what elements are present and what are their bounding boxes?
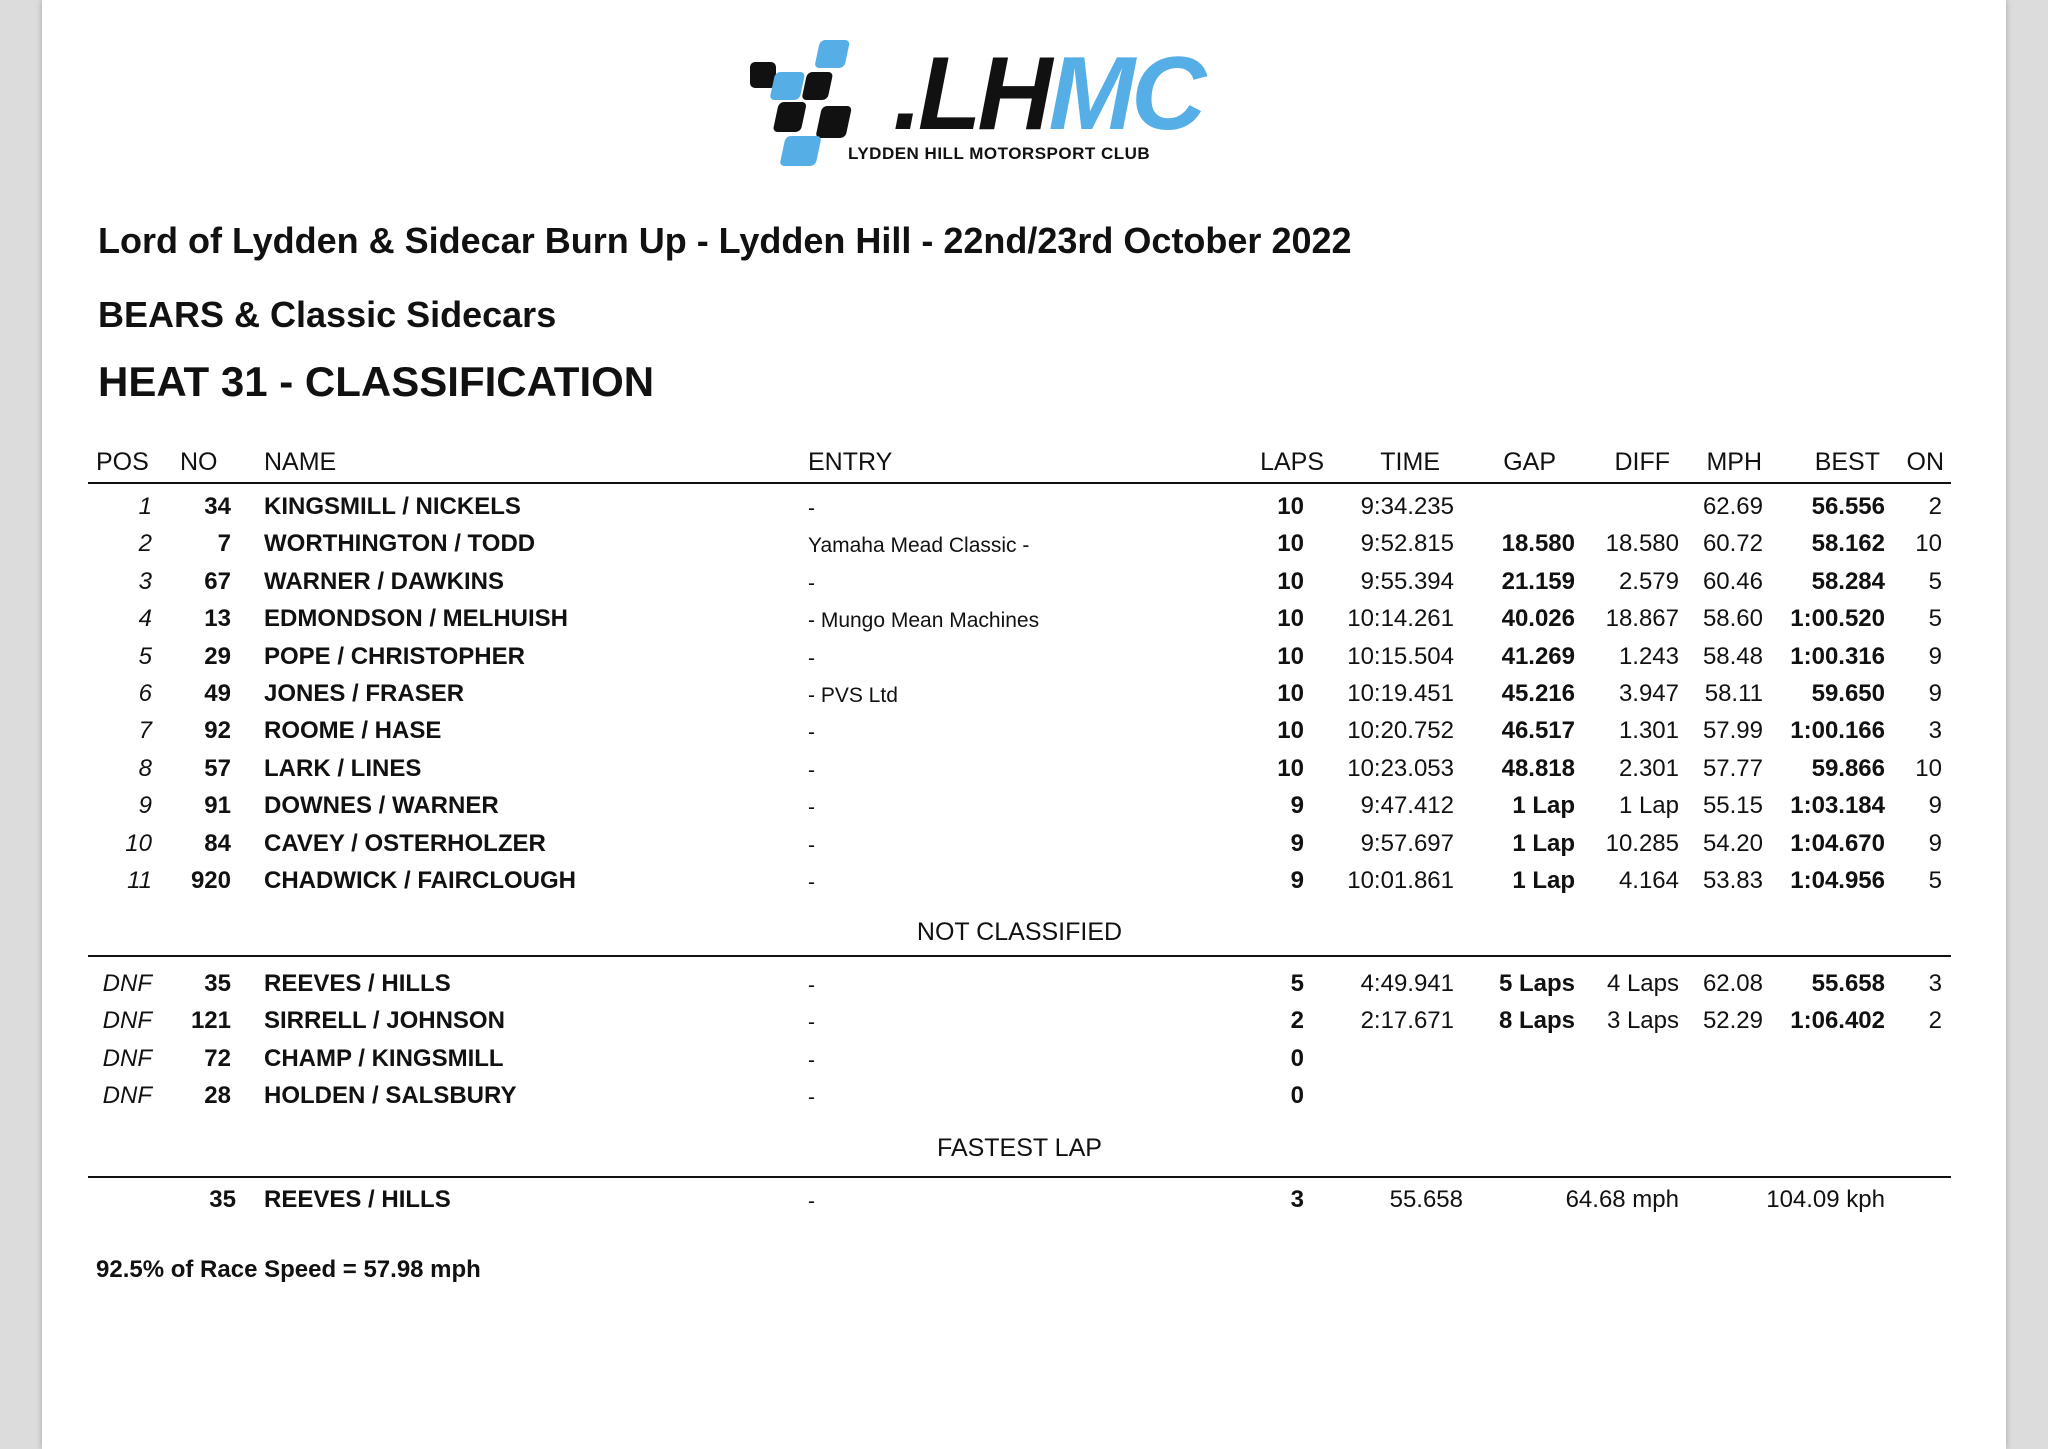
- table-cell-mph: 62.08: [1702, 970, 1763, 997]
- table-cell-diff: 1.243: [1618, 643, 1679, 670]
- table-cell-best: 1:04.956: [1790, 867, 1885, 894]
- table-cell-pos: 8: [138, 755, 152, 782]
- table-cell-pos: 4: [138, 605, 152, 632]
- table-cell-diff: 18.580: [1605, 530, 1679, 557]
- table-cell-laps: 10: [1277, 530, 1304, 557]
- table-cell-no: 72: [204, 1045, 231, 1072]
- column-header-gap: GAP: [1503, 448, 1556, 476]
- table-cell-laps: 10: [1277, 493, 1304, 520]
- table-cell-time: 9:52.815: [1360, 530, 1454, 557]
- table-cell-best: 59.866: [1811, 755, 1885, 782]
- table-cell-no: 13: [204, 605, 231, 632]
- table-cell-on: 5: [1928, 568, 1942, 595]
- table-cell-time: 10:01.861: [1347, 867, 1454, 894]
- table-cell-on: 10: [1915, 755, 1942, 782]
- table-cell-entry: Yamaha Mead Classic -: [808, 534, 1030, 557]
- table-cell-mph: 58.48: [1702, 643, 1763, 670]
- logo-subtitle: LYDDEN HILL MOTORSPORT CLUB: [848, 144, 1151, 163]
- event-title: Lord of Lydden & Sidecar Burn Up - Lydden Hill - 22nd/23rd October 2022: [98, 220, 1352, 261]
- table-cell-no: 29: [204, 643, 231, 670]
- not-classified-label: NOT CLASSIFIED: [916, 918, 1123, 946]
- table-cell-laps: 0: [1290, 1082, 1304, 1109]
- heat-title: HEAT 31 - CLASSIFICATION: [98, 358, 655, 405]
- table-cell-gap: 41.269: [1501, 643, 1575, 670]
- table-cell-entry: -: [808, 647, 815, 670]
- table-cell-on: 5: [1928, 605, 1942, 632]
- table-cell-best: 58.284: [1811, 568, 1885, 595]
- table-cell-mph: 52.29: [1702, 1007, 1763, 1034]
- table-cell-name: REEVES / HILLS: [264, 970, 451, 997]
- class-title: BEARS & Classic Sidecars: [98, 294, 557, 335]
- fastest-lap-rule: [88, 1176, 1951, 1178]
- table-cell-mph: 55.15: [1702, 792, 1763, 819]
- table-cell-time: 10:23.053: [1347, 755, 1454, 782]
- table-cell-entry: -: [808, 1011, 815, 1034]
- table-cell-laps: 9: [1290, 830, 1304, 857]
- table-cell-entry: -: [808, 497, 815, 520]
- table-cell-no: 92: [204, 717, 231, 744]
- column-header-name: NAME: [264, 448, 337, 476]
- table-cell-pos: 6: [138, 680, 152, 707]
- table-cell-best: 1:00.316: [1790, 643, 1885, 670]
- table-cell-name: EDMONDSON / MELHUISH: [264, 605, 569, 632]
- fastest-lap-kph: 104.09 kph: [1766, 1186, 1885, 1213]
- table-cell-on: 9: [1928, 830, 1942, 857]
- table-cell-laps: 9: [1290, 867, 1304, 894]
- table-cell-laps: 5: [1290, 970, 1304, 997]
- column-header-on: ON: [1906, 448, 1944, 476]
- table-cell-name: WORTHINGTON / TODD: [264, 530, 536, 557]
- table-cell-pos: 9: [138, 792, 152, 819]
- fastest-lap-mph: 64.68 mph: [1565, 1186, 1679, 1213]
- table-cell-entry: -: [808, 721, 815, 744]
- table-cell-on: 3: [1928, 970, 1942, 997]
- table-cell-diff: 1 Lap: [1618, 792, 1679, 819]
- table-cell-no: 67: [204, 568, 231, 595]
- header-rule: [88, 482, 1951, 484]
- table-cell-name: KINGSMILL / NICKELS: [264, 493, 521, 520]
- table-cell-no: 35: [204, 970, 231, 997]
- table-cell-entry: -: [808, 1049, 815, 1072]
- table-cell-best: 59.650: [1811, 680, 1885, 707]
- table-cell-on: 3: [1928, 717, 1942, 744]
- table-cell-on: 5: [1928, 867, 1942, 894]
- table-cell-gap: 18.580: [1501, 530, 1575, 557]
- table-cell-time: 4:49.941: [1360, 970, 1454, 997]
- table-cell-best: 1:00.166: [1790, 717, 1885, 744]
- fastest-lap-time: 55.658: [1389, 1186, 1463, 1213]
- table-cell-diff: 4.164: [1618, 867, 1679, 894]
- table-cell-laps: 10: [1277, 643, 1304, 670]
- table-cell-best: 1:04.670: [1790, 830, 1885, 857]
- table-cell-entry: -: [808, 834, 815, 857]
- table-cell-entry: -: [808, 974, 815, 997]
- table-cell-laps: 10: [1277, 755, 1304, 782]
- table-cell-time: 9:47.412: [1360, 792, 1454, 819]
- table-cell-laps: 2: [1290, 1007, 1304, 1034]
- table-cell-pos: 3: [138, 568, 152, 595]
- table-cell-entry: -: [808, 796, 815, 819]
- table-cell-diff: 1.301: [1618, 717, 1679, 744]
- table-cell-gap: 46.517: [1501, 717, 1575, 744]
- table-cell-no: 121: [190, 1007, 231, 1034]
- table-cell-pos: 11: [127, 867, 152, 894]
- table-cell-mph: 54.20: [1702, 830, 1763, 857]
- table-cell-pos: 2: [138, 530, 152, 557]
- table-cell-no: 49: [204, 680, 231, 707]
- table-cell-no: 91: [204, 792, 231, 819]
- column-header-laps: LAPS: [1260, 448, 1324, 476]
- table-cell-gap: 45.216: [1501, 680, 1575, 707]
- column-header-mph: MPH: [1706, 448, 1762, 476]
- table-cell-gap: 8 Laps: [1498, 1007, 1575, 1034]
- fastest-lap-name: REEVES / HILLS: [264, 1186, 451, 1213]
- table-cell-entry: - PVS Ltd: [808, 684, 898, 707]
- table-cell-best: 1:03.184: [1790, 792, 1885, 819]
- table-cell-laps: 9: [1290, 792, 1304, 819]
- table-cell-time: 10:14.261: [1347, 605, 1454, 632]
- table-cell-mph: 62.69: [1702, 493, 1763, 520]
- column-header-time: TIME: [1380, 448, 1440, 476]
- table-cell-name: HOLDEN / SALSBURY: [264, 1082, 517, 1109]
- table-cell-best: 55.658: [1811, 970, 1885, 997]
- table-cell-name: SIRRELL / JOHNSON: [264, 1007, 505, 1034]
- fastest-lap-entry: -: [808, 1190, 815, 1213]
- table-cell-entry: -: [808, 572, 815, 595]
- table-cell-laps: 0: [1290, 1045, 1304, 1072]
- table-cell-no: 7: [217, 530, 231, 557]
- table-cell-entry: -: [808, 1086, 815, 1109]
- table-cell-name: JONES / FRASER: [264, 680, 465, 707]
- table-cell-gap: 48.818: [1501, 755, 1575, 782]
- table-cell-best: 58.162: [1811, 530, 1885, 557]
- table-cell-no: 28: [204, 1082, 231, 1109]
- table-cell-gap: 1 Lap: [1512, 830, 1575, 857]
- fastest-lap-label: FASTEST LAP: [937, 1134, 1102, 1162]
- table-cell-pos: DNF: [102, 1007, 152, 1034]
- table-cell-entry: -: [808, 871, 815, 894]
- logo-wordmark: [893, 36, 1203, 152]
- table-cell-pos: 5: [138, 643, 152, 670]
- table-cell-best: 56.556: [1811, 493, 1885, 520]
- table-cell-name: WARNER / DAWKINS: [264, 568, 504, 595]
- table-cell-name: CHAMP / KINGSMILL: [264, 1045, 504, 1072]
- table-cell-on: 9: [1928, 792, 1942, 819]
- table-cell-diff: 3.947: [1618, 680, 1679, 707]
- logo-wordmark-blue: MC: [1048, 36, 1203, 152]
- table-cell-gap: 21.159: [1501, 568, 1575, 595]
- table-cell-pos: 10: [125, 830, 152, 857]
- table-cell-gap: 1 Lap: [1512, 792, 1575, 819]
- table-cell-name: LARK / LINES: [264, 755, 422, 782]
- table-cell-time: 9:34.235: [1360, 493, 1454, 520]
- table-cell-diff: 18.867: [1605, 605, 1679, 632]
- table-cell-time: 9:57.697: [1360, 830, 1454, 857]
- table-cell-diff: 2.301: [1618, 755, 1679, 782]
- table-cell-time: 9:55.394: [1360, 568, 1454, 595]
- table-cell-name: ROOME / HASE: [264, 717, 442, 744]
- race-speed-note: 92.5% of Race Speed = 57.98 mph: [96, 1256, 481, 1283]
- table-cell-laps: 10: [1277, 717, 1304, 744]
- table-cell-entry: -: [808, 759, 815, 782]
- logo-wordmark-dark: .LH: [893, 36, 1049, 152]
- table-cell-pos: 1: [138, 493, 152, 520]
- table-cell-time: 10:19.451: [1347, 680, 1454, 707]
- column-header-diff: DIFF: [1614, 448, 1670, 476]
- table-cell-no: 920: [190, 867, 231, 894]
- table-cell-entry: - Mungo Mean Machines: [808, 609, 1040, 632]
- table-cell-name: CHADWICK / FAIRCLOUGH: [264, 867, 576, 894]
- table-cell-diff: 10.285: [1605, 830, 1679, 857]
- fastest-lap-no: 35: [209, 1186, 236, 1213]
- table-cell-no: 34: [204, 493, 231, 520]
- table-cell-diff: 3 Laps: [1606, 1007, 1679, 1034]
- table-cell-mph: 58.11: [1704, 680, 1763, 707]
- column-header-pos: POS: [96, 448, 149, 476]
- table-cell-diff: 4 Laps: [1606, 970, 1679, 997]
- column-header-entry: ENTRY: [808, 448, 893, 476]
- table-cell-diff: 2.579: [1618, 568, 1679, 595]
- table-cell-mph: 57.99: [1702, 717, 1763, 744]
- table-cell-on: 10: [1915, 530, 1942, 557]
- table-cell-mph: 58.60: [1702, 605, 1763, 632]
- table-cell-time: 2:17.671: [1360, 1007, 1454, 1034]
- table-cell-no: 84: [204, 830, 231, 857]
- table-cell-mph: 60.72: [1702, 530, 1763, 557]
- column-header-no: NO: [180, 448, 218, 476]
- table-cell-no: 57: [204, 755, 231, 782]
- table-cell-pos: DNF: [102, 970, 152, 997]
- table-cell-name: CAVEY / OSTERHOLZER: [264, 830, 546, 857]
- lhmc-logo: [745, 36, 1215, 171]
- table-cell-gap: 5 Laps: [1498, 970, 1575, 997]
- column-header-best: BEST: [1814, 448, 1880, 476]
- table-cell-mph: 57.77: [1702, 755, 1763, 782]
- table-cell-on: 2: [1928, 493, 1942, 520]
- table-cell-laps: 10: [1277, 680, 1304, 707]
- table-cell-pos: 7: [138, 717, 152, 744]
- table-cell-laps: 10: [1277, 605, 1304, 632]
- fastest-lap-lap: 3: [1290, 1186, 1304, 1213]
- not-classified-rule: [88, 955, 1951, 957]
- table-cell-time: 10:15.504: [1347, 643, 1454, 670]
- table-cell-mph: 60.46: [1702, 568, 1763, 595]
- table-cell-on: 9: [1928, 680, 1942, 707]
- table-cell-gap: 1 Lap: [1512, 867, 1575, 894]
- table-cell-gap: 40.026: [1501, 605, 1575, 632]
- table-cell-on: 9: [1928, 643, 1942, 670]
- table-cell-name: POPE / CHRISTOPHER: [264, 643, 525, 670]
- table-cell-best: 1:06.402: [1790, 1007, 1885, 1034]
- table-cell-name: DOWNES / WARNER: [264, 792, 499, 819]
- table-cell-mph: 53.83: [1702, 867, 1763, 894]
- table-cell-best: 1:00.520: [1790, 605, 1885, 632]
- table-cell-on: 2: [1928, 1007, 1942, 1034]
- table-cell-time: 10:20.752: [1347, 717, 1454, 744]
- table-cell-pos: DNF: [102, 1082, 152, 1109]
- table-cell-laps: 10: [1277, 568, 1304, 595]
- table-cell-pos: DNF: [102, 1045, 152, 1072]
